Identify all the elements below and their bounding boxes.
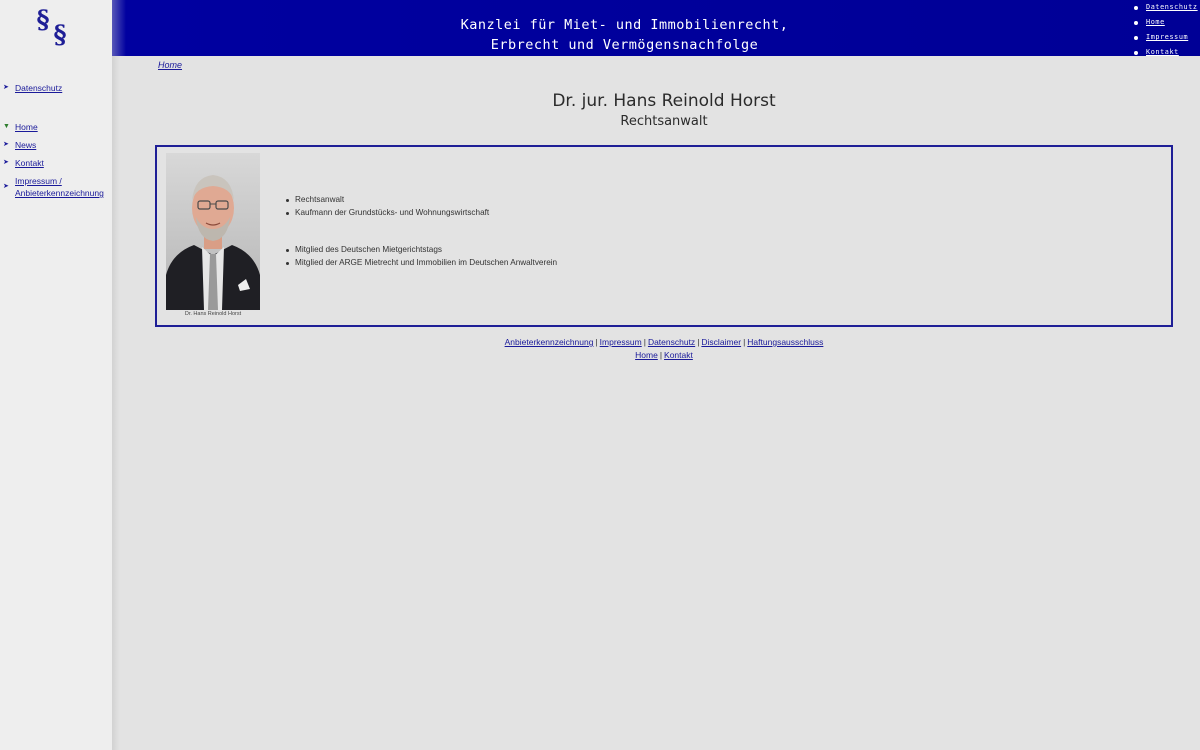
svg-text:§: § [53, 20, 67, 49]
sidebar-link-datenschutz[interactable]: Datenschutz [15, 83, 63, 93]
footer-link-impressum[interactable]: Impressum [599, 337, 642, 347]
page-subtitle: Rechtsanwalt [620, 114, 708, 129]
site-title [112, 15, 1137, 55]
top-link-item [1134, 48, 1200, 56]
top-link-item [1134, 33, 1200, 45]
list-item: Kaufmann der Grundstücks- und Wohnungswirtschaft [285, 207, 489, 220]
bullet-icon [1134, 51, 1138, 55]
top-link-home[interactable]: Home [1146, 18, 1165, 26]
footer-row-1 [120, 337, 1200, 347]
top-link-item [1134, 3, 1200, 15]
list-item: Mitglied der ARGE Mietrecht und Immobilien im Deutschen Anwaltverein [285, 257, 557, 270]
list-item: Mitglied des Deutschen Mietgerichtstags [285, 244, 557, 257]
site-header [112, 0, 1200, 56]
top-link-item [1134, 18, 1200, 30]
arrow-right-icon: ➤ [3, 84, 9, 91]
separator: | [743, 337, 746, 347]
breadcrumb-home[interactable]: Home [158, 60, 183, 70]
separator: | [595, 337, 598, 347]
separator: | [659, 350, 663, 360]
footer-link-datenschutz[interactable]: Datenschutz [647, 337, 696, 347]
paragraph-logo [0, 0, 112, 56]
footer-row-2 [120, 350, 1200, 360]
top-links [1134, 3, 1200, 56]
separator: | [697, 337, 700, 347]
arrow-right-icon: ➤ [3, 159, 9, 166]
qualifications-list [285, 194, 489, 219]
site-title-line1: Kanzlei für Miet- und Immobilienrecht, [460, 17, 789, 33]
footer-link-home[interactable]: Home [635, 350, 658, 360]
list-item: Rechtsanwalt [285, 194, 489, 207]
sidebar-link-kontakt[interactable]: Kontakt [15, 158, 44, 168]
footer-link-haftungsausschluss[interactable]: Haftungsausschluss [747, 337, 824, 347]
svg-text:§: § [36, 5, 50, 34]
site-title-line2: Erbrecht und Vermögensnachfolge [490, 37, 759, 53]
top-link-kontakt[interactable]: Kontakt [1146, 48, 1179, 56]
sidebar-link-home[interactable]: Home [15, 122, 38, 132]
arrow-right-icon: ➤ [3, 141, 9, 148]
footer-link-disclaimer[interactable]: Disclaimer [701, 337, 742, 347]
photo-caption: Dr. Hans Reinold Horst [184, 311, 242, 317]
arrow-right-icon: ➤ [3, 183, 9, 190]
separator: | [643, 337, 646, 347]
profile-box [155, 145, 1173, 327]
footer-link-kontakt[interactable]: Kontakt [664, 350, 693, 360]
bullet-icon [1134, 36, 1138, 40]
sidebar [0, 0, 112, 750]
portrait-photo [166, 153, 260, 310]
page-title: Dr. jur. Hans Reinold Horst [552, 91, 776, 111]
sidebar-link-impressum[interactable]: Impressum / Anbieterkennzeichnung [15, 176, 104, 198]
top-link-datenschutz[interactable]: Datenschutz [1146, 3, 1198, 11]
arrow-down-icon: ▼ [3, 123, 10, 130]
footer-link-anbieterkennzeichnung[interactable]: Anbieterkennzeichnung [504, 337, 594, 347]
bullet-icon [1134, 21, 1138, 25]
bullet-icon [1134, 6, 1138, 10]
memberships-list [285, 244, 557, 269]
sidebar-shadow [112, 0, 120, 750]
sidebar-link-news[interactable]: News [15, 140, 37, 150]
top-link-impressum[interactable]: Impressum [1146, 33, 1189, 41]
